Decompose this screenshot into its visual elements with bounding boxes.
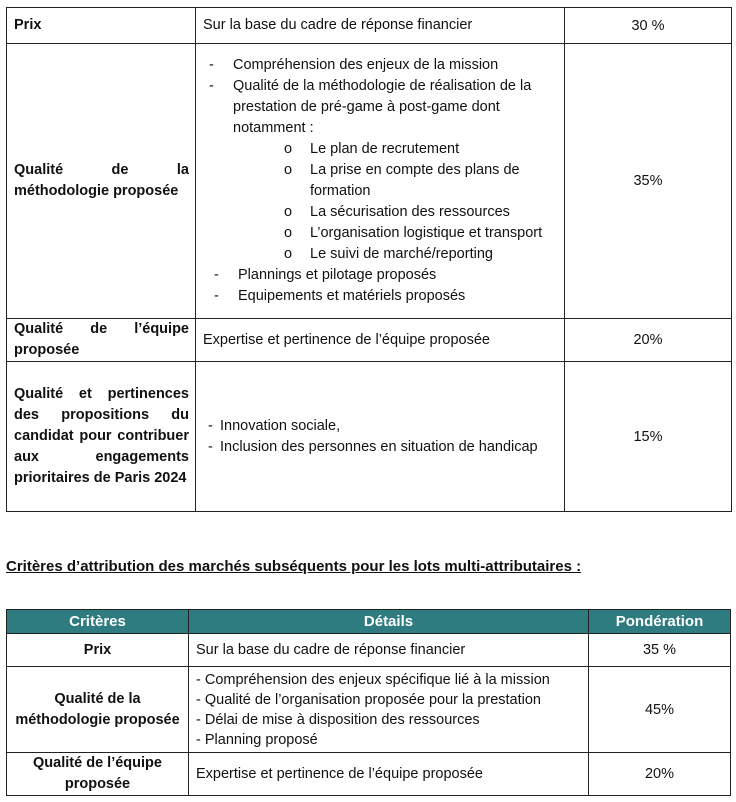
weight-cell: 30 % <box>565 8 732 44</box>
criterion-cell: Qualité de l’équipe proposée <box>7 319 196 362</box>
sub-list <box>203 139 558 265</box>
table-row <box>7 362 732 512</box>
section-heading: Critères d’attribution des marchés subséquents pour les lots multi-attributaires : <box>6 558 582 575</box>
table-row <box>7 753 731 796</box>
list-item: - Qualité de la méthodologie de réalisation de la prestation de pré-game à post-game dont notamment : <box>203 76 558 139</box>
table-row <box>7 634 731 667</box>
detail-list <box>203 265 558 307</box>
table-row <box>7 319 732 362</box>
list-item: - Qualité de l’organisation proposée pour la prestation <box>196 690 582 710</box>
criterion-cell: Qualité de la méthodologie proposée <box>7 44 196 319</box>
weight-cell: 35 % <box>589 634 731 667</box>
detail-cell <box>196 362 565 512</box>
detail-list <box>203 55 558 139</box>
list-item: - Planning proposé <box>196 730 582 750</box>
list-item: - Compréhension des enjeux de la mission <box>203 55 558 76</box>
weight-cell: 45% <box>589 667 731 753</box>
detail-cell: Sur la base du cadre de réponse financier <box>189 634 589 667</box>
table-row <box>7 667 731 753</box>
weight-cell: 15% <box>565 362 732 512</box>
list-item: - Equipements et matériels proposés <box>203 286 558 307</box>
criterion-cell: Qualité de l’équipe proposée <box>7 753 189 796</box>
detail-cell: Expertise et pertinence de l’équipe proposée <box>189 753 589 796</box>
list-item: - Plannings et pilotage proposés <box>203 265 558 286</box>
list-item: o La sécurisation des ressources <box>203 202 558 223</box>
detail-cell: Sur la base du cadre de réponse financier <box>196 8 565 44</box>
table-row <box>7 8 732 44</box>
criterion-cell: Qualité et pertinences des propositions du candidat pour contribuer aux engagements prioritaires de Paris 2024 <box>7 362 196 512</box>
column-header-details: Détails <box>189 610 589 634</box>
list-item: o Le plan de recrutement <box>203 139 558 160</box>
list-item: - Délai de mise à disposition des ressources <box>196 710 582 730</box>
criterion-cell: Prix <box>7 8 196 44</box>
subsequent-contracts-criteria-table <box>6 609 731 796</box>
detail-list <box>203 416 558 458</box>
list-item: - Compréhension des enjeux spécifique lié à la mission <box>196 670 582 690</box>
list-item: o Le suivi de marché/reporting <box>203 244 558 265</box>
list-item: o L’organisation logistique et transport <box>203 223 558 244</box>
weight-cell: 35% <box>565 44 732 319</box>
detail-cell: Expertise et pertinence de l’équipe proposée <box>196 319 565 362</box>
evaluation-criteria-table <box>6 7 732 512</box>
detail-cell <box>189 667 589 753</box>
weight-cell: 20% <box>565 319 732 362</box>
table-row <box>7 44 732 319</box>
table-header-row <box>7 610 731 634</box>
column-header-criteria: Critères <box>7 610 189 634</box>
weight-cell: 20% <box>589 753 731 796</box>
criterion-cell: Prix <box>7 634 189 667</box>
column-header-weighting: Pondération <box>589 610 731 634</box>
list-item: - Inclusion des personnes en situation de handicap <box>203 437 558 458</box>
criterion-cell: Qualité de la méthodologie proposée <box>7 667 189 753</box>
detail-list <box>196 670 582 750</box>
list-item: - Innovation sociale, <box>203 416 558 437</box>
detail-cell <box>196 44 565 319</box>
list-item: o La prise en compte des plans de formation <box>203 160 558 202</box>
